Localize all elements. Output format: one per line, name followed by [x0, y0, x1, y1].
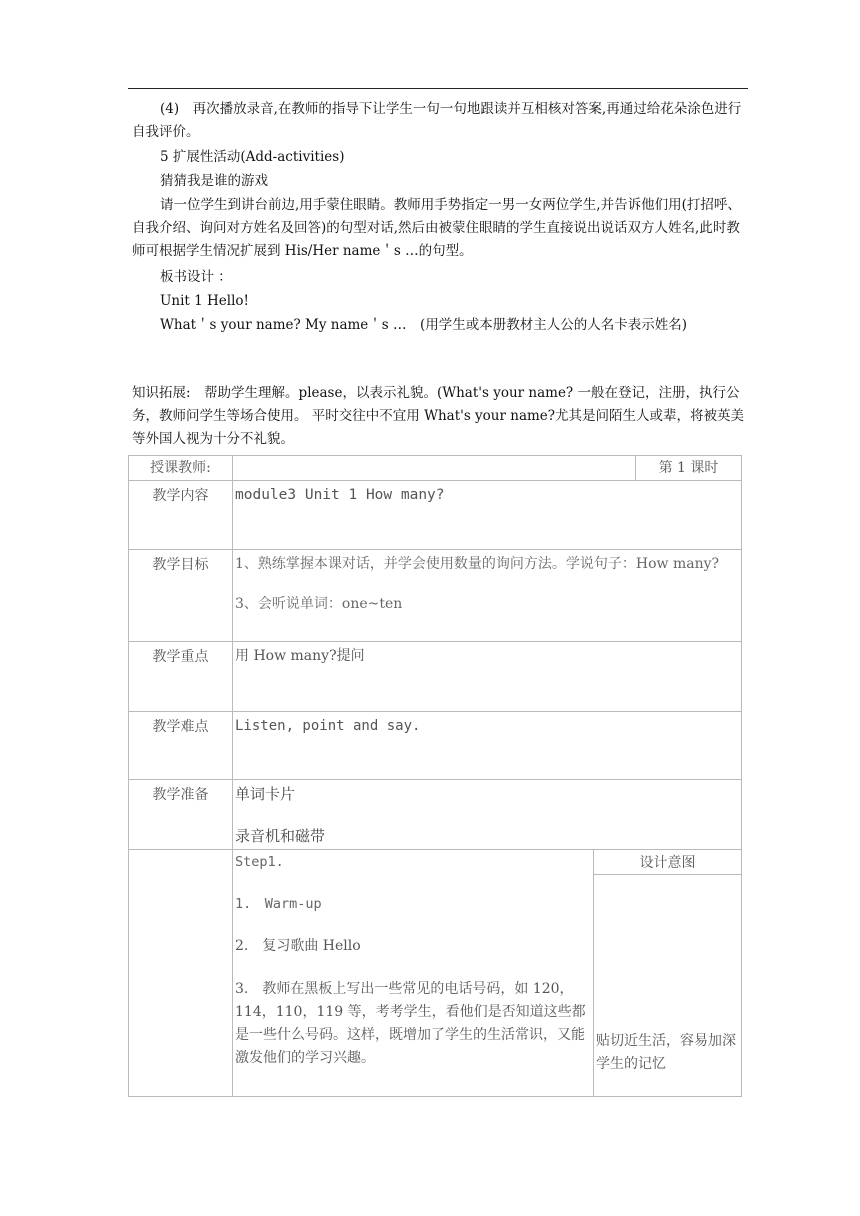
- paragraph-board-sentence: What＇s your name? My name＇s … (用学生或本册教材主人公的人名卡表示姓名): [160, 317, 688, 333]
- design-intent-label: 设计意图: [594, 850, 742, 875]
- preparation-label: 教学准备: [129, 780, 233, 850]
- difficulty-label: 教学难点: [129, 712, 233, 780]
- paragraph-step4: (4) 再次播放录音,在教师的指导下让学生一句一句地跟读并互相核对答案,再通过给花朵涂色进行自我评价。: [132, 101, 742, 140]
- goal-label: 教学目标: [129, 550, 233, 642]
- preparation-line-2: 录音机和磁带: [235, 827, 326, 845]
- goal-line-2: 3、会听说单词：one~ten: [235, 596, 403, 612]
- goal-line-1: 1、熟练掌握本课对话，并学会使用数量的询问方法。学说句子：How many?: [235, 556, 720, 572]
- paragraph-game-description: 请一位学生到讲台前边,用手蒙住眼睛。教师用手势指定一男一女两位学生,并告诉他们用(打招呼、自我介绍、询问对方姓名及回答)的句型对话,然后由被蒙住眼睛的学生直接说出说话双方人姓名,此时教师可根据学生情况扩展到 His/Her name＇s …的句型。: [132, 197, 741, 259]
- content-value: module3 Unit 1 How many?: [233, 481, 742, 550]
- design-intent-value: 贴切近生活，容易加深学生的记忆: [594, 875, 742, 1097]
- table-row: [129, 550, 742, 642]
- goal-cell: [233, 550, 742, 642]
- step-title: Step1.: [235, 854, 284, 870]
- paragraph-extension-heading: 5 扩展性活动(Add-activities): [160, 149, 345, 165]
- table-row: [129, 712, 742, 780]
- table-row: [129, 850, 742, 875]
- step-warm-up: 1. Warm-up: [235, 896, 322, 912]
- procedure-label-cell: [129, 850, 233, 1097]
- table-row: [129, 780, 742, 850]
- lesson-plan-table: [128, 455, 742, 1097]
- paragraph-unit-title: Unit 1 Hello!: [160, 293, 249, 309]
- preparation-cell: [233, 780, 742, 850]
- teacher-label: 授课教师:: [129, 456, 233, 481]
- difficulty-value: Listen, point and say.: [233, 712, 742, 780]
- table-row: [129, 456, 742, 481]
- header-rule: [128, 88, 748, 89]
- table-row: [129, 642, 742, 712]
- key-point-label: 教学重点: [129, 642, 233, 712]
- procedure-cell: [233, 850, 594, 1097]
- paragraph-board-design: 板书设计 ：: [160, 269, 232, 285]
- step-review-song: 2. 复习歌曲 Hello: [235, 938, 361, 954]
- paragraph-game-title: 猜猜我是谁的游戏: [160, 173, 268, 189]
- step-phone-numbers: 3. 教师在黑板上写出一些常见的电话号码，如 120，114，110，119 等，考考学生，看他们是否知道这些都是一些什么号码。这样，既增加了学生的生活常识，又能激发他们的学习兴趣。: [235, 981, 586, 1066]
- teacher-value: [233, 456, 636, 481]
- preparation-line-1: 单词卡片: [235, 785, 296, 803]
- content-label: 教学内容: [129, 481, 233, 550]
- paragraph-knowledge-extension: 知识拓展: 帮助学生理解。please，以表示礼貌。(What's your name? 一般在登记，注册，执行公务，教师问学生等场合使用。 平时交往中不宜用 What's your name?尤其是问陌生人或辈，将被英美等外国人视为十分不礼貌。: [132, 385, 745, 447]
- lesson-number: 第 1 课时: [636, 456, 742, 481]
- key-point-value: 用 How many?提问: [233, 642, 742, 712]
- table-row: [129, 481, 742, 550]
